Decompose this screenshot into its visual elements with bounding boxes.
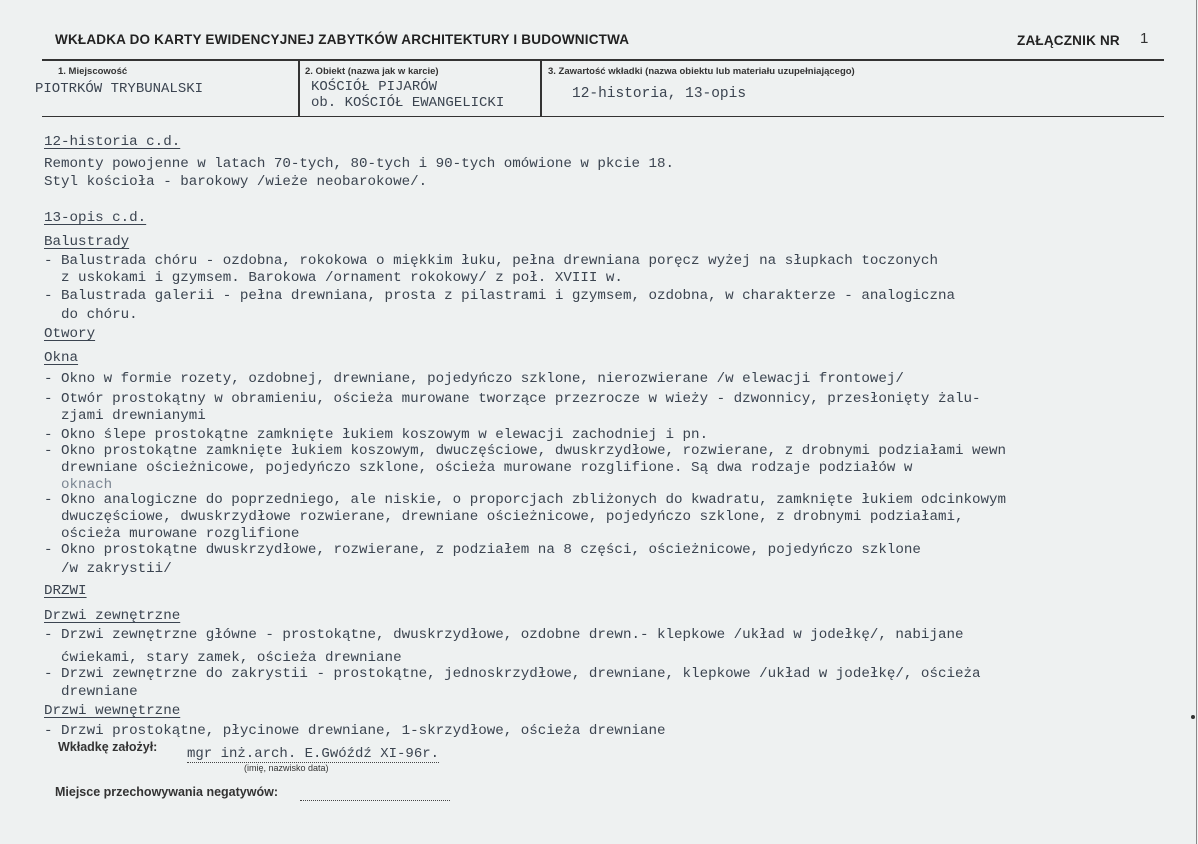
author-value: mgr inż.arch. E.Gwóźdź XI-96r. bbox=[187, 746, 440, 762]
text-line: oknach bbox=[44, 477, 113, 493]
annex-label: ZAŁĄCZNIK NR bbox=[1017, 33, 1120, 48]
text-line: - Drzwi zewnętrzne do zakrystii - prostokątne, jednoskrzydłowe, drewniane, klepkowe /układ w jodełkę/, ościeża bbox=[44, 666, 981, 682]
object-value-line1: KOŚCIÓŁ PIJARÓW bbox=[311, 79, 438, 95]
text-line: Styl kościoła - barokowy /wieże neobarokowe/. bbox=[44, 174, 428, 190]
annex-number: 1 bbox=[1140, 30, 1149, 47]
object-label: 2. Obiekt (nazwa jak w karcie) bbox=[305, 66, 439, 77]
edge-mark bbox=[1191, 715, 1195, 719]
locality-label: 1. Miejscowość bbox=[58, 66, 128, 77]
text-line: z uskokami i gzymsem. Barokowa /ornament rokokowy/ z poł. XVIII w. bbox=[44, 270, 623, 286]
subsection-heading: DRZWI bbox=[44, 583, 87, 599]
subsection-heading: Drzwi wewnętrzne bbox=[44, 703, 181, 719]
negatives-label: Miejsce przechowywania negatywów: bbox=[55, 785, 278, 799]
text-line: drewniane ościeżnicowe, pojedyńczo szklone, ościeża murowane rozglifione. Są dwa rodzaje podziałów w bbox=[44, 460, 913, 476]
subsection-heading: Okna bbox=[44, 350, 79, 366]
text-line: zjami drewnianymi bbox=[44, 408, 206, 424]
typewritten-body bbox=[44, 0, 1198, 844]
contents-value: 12-historia, 13-opis bbox=[572, 86, 747, 102]
text-line: drewniane bbox=[44, 684, 138, 700]
text-line: - Balustrada chóru - ozdobna, rokokowa o miękkim łuku, pełna drewniana poręcz wyżej na słupkach toczonych bbox=[44, 253, 938, 269]
text-line: - Okno ślepe prostokątne zamknięte łukiem koszowym w elewacji zachodniej i pn. bbox=[44, 427, 709, 443]
text-line: - Okno w formie rozety, ozdobnej, drewniane, pojedyńczo szklone, nierozwierane /w elewacji frontowej/ bbox=[44, 371, 904, 387]
section-heading: 12-historia c.d. bbox=[44, 134, 181, 150]
subsection-heading: Otwory bbox=[44, 326, 96, 342]
text-line: /w zakrystii/ bbox=[44, 561, 172, 577]
object-value-line2: ob. KOŚCIÓŁ EWANGELICKI bbox=[311, 95, 505, 111]
subsection-heading: Balustrady bbox=[44, 234, 130, 250]
text-line: - Okno analogiczne do poprzedniego, ale niskie, o proporcjach zbliżonych do kwadratu, zamknięte łukiem odcinkowym bbox=[44, 492, 1007, 508]
negatives-line bbox=[300, 800, 450, 801]
author-caption: (imię, nazwisko data) bbox=[244, 763, 329, 773]
text-line: Remonty powojenne w latach 70-tych, 80-tych i 90-tych omówione w pkcie 18. bbox=[44, 156, 675, 172]
text-line: - Okno prostokątne dwuskrzydłowe, rozwierane, z podziałem na 8 części, ościeżnicowe, pojedyńczo szklone bbox=[44, 542, 921, 558]
text-line: dwuczęściowe, dwuskrzydłowe rozwierane, drewniane ościeżnicowe, pojedyńczo szklone, z drobnymi podziałami, bbox=[44, 509, 964, 525]
edge-line bbox=[1196, 0, 1197, 844]
text-line: - Drzwi prostokątne, płycinowe drewniane, 1-skrzydłowe, ościeża drewniane bbox=[44, 723, 666, 739]
text-line: - Balustrada galerii - pełna drewniana, prosta z pilastrami i gzymsem, ozdobna, w charakterze - analogiczna bbox=[44, 288, 955, 304]
text-line: ościeża murowane rozglifione bbox=[44, 526, 300, 542]
section-heading: 13-opis c.d. bbox=[44, 210, 147, 226]
subsection-heading: Drzwi zewnętrzne bbox=[44, 608, 181, 624]
locality-value: PIOTRKÓW TRYBUNALSKI bbox=[35, 81, 204, 97]
card-title: WKŁADKA DO KARTY EWIDENCYJNEJ ZABYTKÓW ARCHITEKTURY I BUDOWNICTWA bbox=[55, 32, 630, 47]
text-line: - Otwór prostokątny w obramieniu, ościeża murowane tworzące przezrocze w wieży - dzwonnicy, przesłonięty żalu- bbox=[44, 391, 981, 407]
contents-label: 3. Zawartość wkładki (nazwa obiektu lub materiału uzupełniającego) bbox=[548, 66, 855, 77]
author-label: Wkładkę założył: bbox=[58, 740, 158, 754]
text-line: ćwiekami, stary zamek, ościeża drewniane bbox=[44, 650, 402, 666]
text-line: do chóru. bbox=[44, 307, 138, 323]
text-line: - Okno prostokątne zamknięte łukiem koszowym, dwuczęściowe, dwuskrzydłowe, rozwierane, z drobnymi podziałami wewn bbox=[44, 443, 1007, 459]
text-line: - Drzwi zewnętrzne główne - prostokątne, dwuskrzydłowe, ozdobne drewn.- klepkowe /układ w jodełkę/, nabijane bbox=[44, 627, 964, 643]
